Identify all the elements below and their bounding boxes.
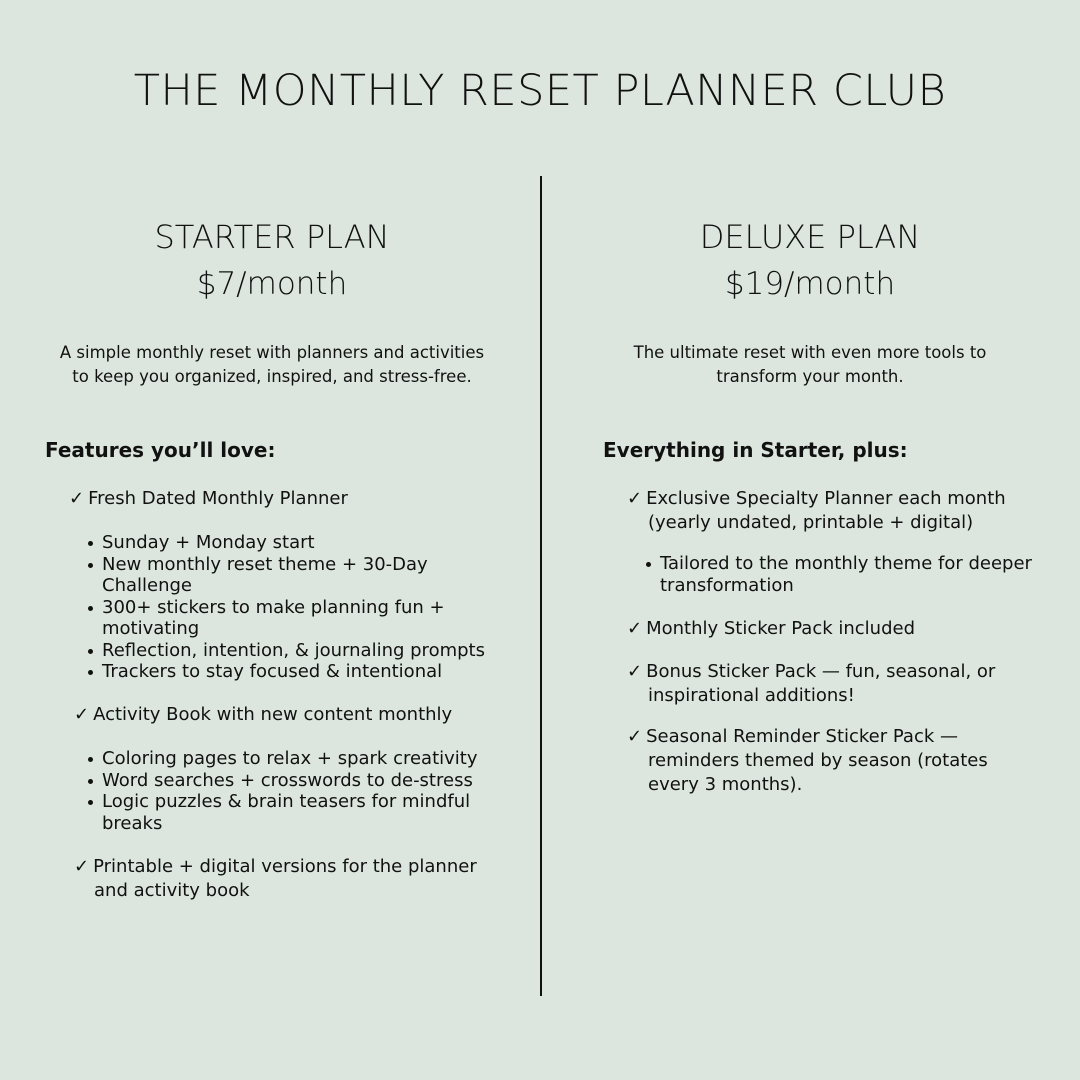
- check-item-label-continued: inspirational additions!: [648, 685, 855, 706]
- deluxe-check-item: [627, 660, 995, 708]
- deluxe-description-line: transform your month.: [716, 367, 904, 386]
- starter-check-item: [69, 487, 348, 511]
- check-item-label: Fresh Dated Monthly Planner: [88, 488, 348, 509]
- deluxe-plan-price: $19/month: [724, 266, 896, 302]
- list-item: Tailored to the monthly theme for deeper transformation: [642, 553, 1052, 596]
- starter-plan-price: $7/month: [196, 266, 348, 302]
- check-item-label: Activity Book with new content monthly: [93, 704, 453, 725]
- list-item: New monthly reset theme + 30-Day Challenge: [84, 554, 504, 597]
- list-item: Reflection, intention, & journaling prompts: [84, 640, 504, 662]
- checkmark-icon: ✓: [627, 661, 643, 682]
- list-item: 300+ stickers to make planning fun + motivating: [84, 597, 504, 640]
- checkmark-icon: ✓: [69, 488, 85, 509]
- deluxe-features-heading: Everything in Starter, plus:: [603, 438, 908, 462]
- deluxe-description-line: The ultimate reset with even more tools to: [633, 343, 987, 362]
- check-item-label-continued: and activity book: [94, 880, 250, 901]
- check-item-label: Bonus Sticker Pack — fun, seasonal, or: [646, 661, 996, 682]
- deluxe-check-item: [627, 617, 915, 641]
- check-item-label: Printable + digital versions for the planner: [93, 856, 477, 877]
- list-item: Logic puzzles & brain teasers for mindful breaks: [84, 791, 504, 834]
- list-item: Word searches + crosswords to de-stress: [84, 770, 504, 792]
- check-item-label-continued: every 3 months).: [648, 774, 803, 795]
- checkmark-icon: ✓: [627, 618, 643, 639]
- starter-description-line: to keep you organized, inspired, and stress-free.: [72, 367, 472, 386]
- check-item-label: Monthly Sticker Pack included: [646, 618, 916, 639]
- list-item: Coloring pages to relax + spark creativity: [84, 748, 504, 770]
- page-title: THE MONTHLY RESET PLANNER CLUB: [133, 66, 947, 116]
- check-item-label: Exclusive Specialty Planner each month: [646, 488, 1006, 509]
- check-item-label: Seasonal Reminder Sticker Pack —: [646, 726, 958, 747]
- starter-planner-bullets: [84, 532, 504, 683]
- check-item-label-continued: (yearly undated, printable + digital): [648, 512, 974, 533]
- starter-check-item: [74, 855, 477, 903]
- starter-description: [12, 341, 532, 389]
- starter-activity-bullets: [84, 748, 504, 834]
- list-item: Sunday + Monday start: [84, 532, 504, 554]
- deluxe-check-item: [627, 725, 988, 797]
- starter-check-item: [74, 703, 452, 727]
- deluxe-check-item: [627, 487, 1006, 535]
- deluxe-plan-name: DELUXE PLAN: [699, 218, 921, 256]
- checkmark-icon: ✓: [627, 488, 643, 509]
- checkmark-icon: ✓: [627, 726, 643, 747]
- starter-description-line: A simple monthly reset with planners and activities: [59, 343, 485, 362]
- checkmark-icon: ✓: [74, 704, 90, 725]
- list-item: Trackers to stay focused & intentional: [84, 661, 504, 683]
- starter-features-heading: Features you’ll love:: [45, 438, 276, 462]
- deluxe-planner-bullets: [642, 553, 1052, 596]
- checkmark-icon: ✓: [74, 856, 90, 877]
- check-item-label-continued: reminders themed by season (rotates: [648, 750, 988, 771]
- starter-plan-name: STARTER PLAN: [154, 218, 390, 256]
- deluxe-description: [550, 341, 1070, 389]
- column-divider: [540, 176, 542, 996]
